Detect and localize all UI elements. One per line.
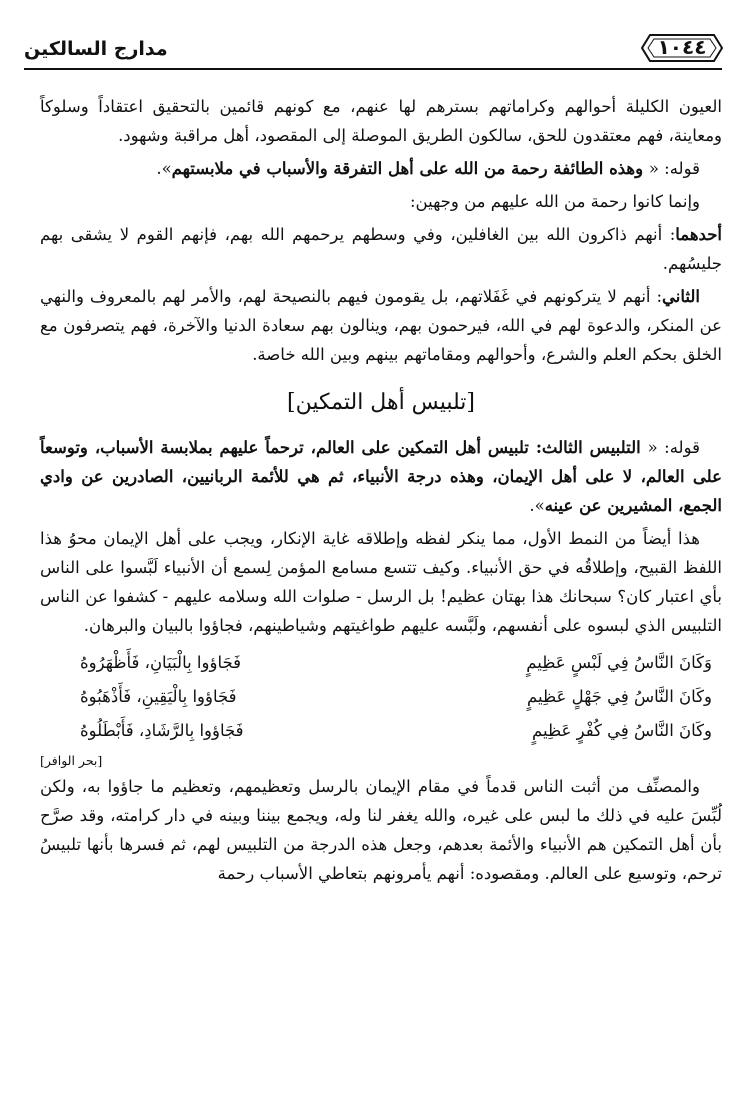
quote-open: قوله: « <box>647 438 700 457</box>
paragraph-3: وإنما كانوا رحمة من الله عليهم من وجهين: <box>409 192 700 211</box>
paragraph-quote-1 <box>40 154 722 183</box>
verse-first-hemistich: وكَانَ النَّاسُ فِي جَهْلٍ عَظِيمٍ <box>527 687 712 706</box>
verse-second-hemistich: فَجَاؤوا بِالْبَيَانِ، فَأَظْهَرُوهُ <box>80 653 242 672</box>
poem-verse <box>40 680 722 714</box>
second-reason-text: : أنهم لا يتركونهم في غَفَلاتهم، بل يقومون فيهم بالنصيحة لهم، والأمر لهم بالمعروف والنهي عن المنكر، والدعوة لهم في الله، فيرحمون بهم، وينالون بهم سعادة الدنيا والآخرة، فهم يتصرفون مع الخلق بحكم العلم والشرع، وأحوالهم ومقاماتهم بينهم وبين الله خاصة. <box>40 287 722 364</box>
paragraph-final: والمصنِّف من أثبت الناس قدماً في مقام الإيمان بالرسل وتعظيمهم، وتعظيم ما جاؤوا به، ولكن لُبِّسَ عليه في ذلك ما لبس على غيره، والله يغفر لنا وله، ويجمع بيننا وبينه في دار كرامته، وقد صرَّح بأن أهل التمكين هم الأنبياء والأئمة بعدهم، وجعل هذه الدرجة من التلبيس لهم، ثم فسرها بأنها تلبيسُ ترحم، وتوسيع على العالم. ومقصوده: أنهم يأمرونهم بتعاطي الأسباب رحمة <box>40 777 722 883</box>
page-header <box>24 30 734 70</box>
poem <box>40 646 722 772</box>
header-divider <box>24 68 722 70</box>
paragraph-quote-2 <box>40 433 722 520</box>
page-number: ١٠٤٤ <box>657 35 707 59</box>
quote-close: ». <box>156 159 172 178</box>
poem-meter: [بحر الوافر] <box>40 753 103 768</box>
poem-verse <box>40 646 722 680</box>
verse-first-hemistich: وَكَانَ النَّاسُ فِي لَبْسٍ عَظِيمٍ <box>526 653 712 672</box>
quote-close: ». <box>529 496 545 515</box>
paragraph-first-reason <box>40 220 722 278</box>
first-reason-text: : أنهم ذاكرون الله بين الغافلين، وفي وسطهم يرحمهم الله بهم، فإنهم القوم لا يشقى بهم جليسُهم. <box>40 225 722 273</box>
page-number-frame <box>640 33 724 63</box>
second-reason-label: الثاني <box>662 287 700 306</box>
running-title: مدارج السالكين <box>24 38 168 60</box>
paragraph-7: هذا أيضاً من النمط الأول، مما ينكر لفظه وإطلاقه غاية الإنكار، ويجب على أهل الإيمان محوُ هذا اللفظ القبيح، وإطلاقُه في حق الأنبياء. وكيف تتسع مسامع المؤمن لِسمع أن الأنبياء لَبَّسوا على الناس بأي اعتبار كان؟ سبحانك هذا بهتان عظيم! بل الرسل - صلوات الله وسلامه عليهم - كشفوا عن الناس التلبيس الذي لبسوه على أنفسهم، ولَبَّسه عليهم طواغيتهم وشياطينهم، فجاؤوا بالبيان والبرهان. <box>40 529 722 635</box>
quote-open: قوله: « <box>648 159 700 178</box>
quoted-text-2: التلبيس الثالث: تلبيس أهل التمكين على العالم، ترحماً عليهم بملابسة الأسباب، وتوسعاً على العالم، لا على أهل الإيمان، وهذه درجة الأنبياء، ثم هي للأئمة الربانيين، الصادرين عن وادي الجمع، المشيرين عن عينه <box>40 438 722 515</box>
verse-second-hemistich: فَجَاؤوا بِالْيَقِينِ، فَأَذْهَبُوهُ <box>80 687 237 706</box>
paragraph-second-reason <box>40 282 722 369</box>
paragraph-1: العيون الكليلة أحوالهم وكراماتهم بسترهم لها عنهم، مع كونهم قائمين بالتحقيق اعتقاداً وسلوكاً ومعاينة، فهم معتقدون للحق، سالكون الطريق الموصلة إلى المقصود، أهل مراقبة وشهود. <box>40 97 722 145</box>
verse-first-hemistich: وكَانَ النَّاسُ فِي كُفْرٍ عَظِيمٍ <box>532 721 712 740</box>
quoted-text-1: وهذه الطائفة رحمة من الله على أهل التفرقة والأسباب في ملابستهم <box>171 159 649 178</box>
first-reason-label: أحدهما <box>675 225 722 244</box>
poem-verse <box>40 714 722 748</box>
section-heading: [تلبيس أهل التمكين] <box>287 390 475 415</box>
main-text <box>40 92 722 892</box>
verse-second-hemistich: فَجَاؤوا بِالرَّشَادِ، فَأَبْطَلُوهُ <box>80 721 244 740</box>
